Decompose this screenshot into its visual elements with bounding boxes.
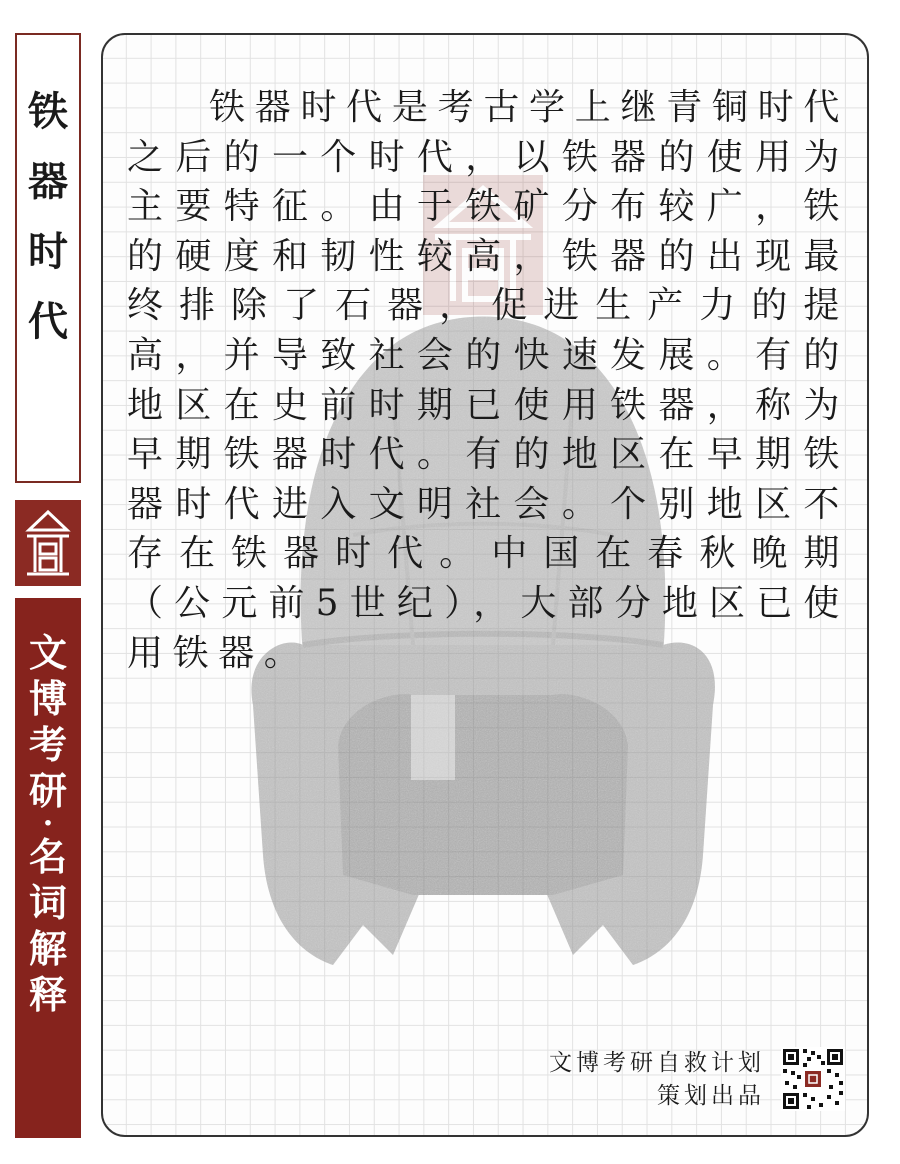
footer-credit — [549, 1047, 765, 1113]
brand-char: 解 — [28, 927, 67, 971]
footer-line-2: 策划出品 — [657, 1083, 765, 1109]
seal-logo-icon — [15, 500, 81, 586]
definition-paragraph: 铁器时代是考古学上继青铜时代之后的一个时代，以铁器的使用为主要特征。由于铁矿分布较广，铁的硬度和韧性较高，铁器的出现最终排除了石器，促进生产力的提高，并导致社会的快速发展。有的地区在史前时期已使用铁器，称为早期铁器时代。有的地区在早期铁器时代进入文明社会。个别地区不存在铁器时代。中国在春秋晚期（公元前5世纪），大部分地区已使用铁器。 — [127, 87, 849, 674]
qr-code-icon[interactable] — [781, 1047, 845, 1111]
title-box — [15, 33, 81, 483]
title-char: 器 — [28, 159, 68, 205]
footer-line-1: 文博考研自救计划 — [549, 1050, 765, 1076]
brand-char: 研 — [28, 769, 67, 813]
title-char: 代 — [28, 299, 68, 345]
brand-char: 文 — [28, 631, 67, 675]
title-char: 时 — [28, 229, 68, 275]
brand-char: 名 — [28, 835, 67, 879]
brand-char: 词 — [28, 881, 67, 925]
content-card — [101, 33, 869, 1137]
brand-separator: · — [42, 806, 54, 841]
title-char: 铁 — [28, 89, 68, 135]
brand-box — [15, 598, 81, 1138]
brand-char: 考 — [28, 723, 67, 767]
brand-char: 博 — [28, 677, 67, 721]
brand-char: 释 — [28, 973, 67, 1017]
